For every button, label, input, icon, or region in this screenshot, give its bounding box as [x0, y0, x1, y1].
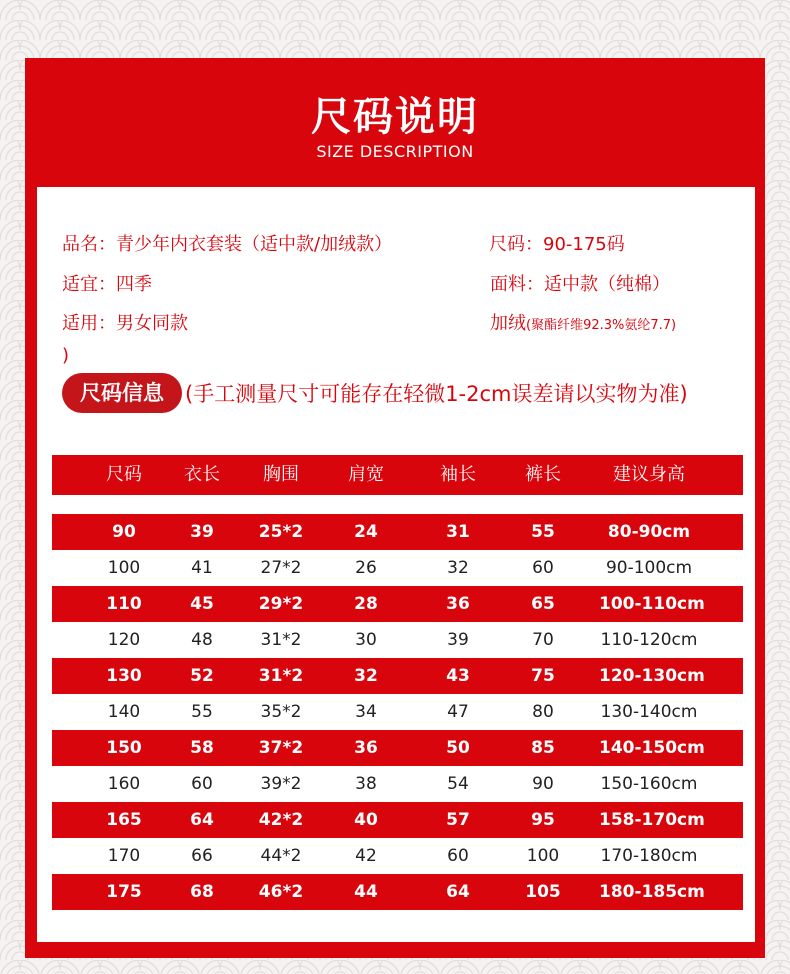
table-cell: 158-170cm — [599, 810, 705, 830]
table-cell: 60 — [191, 774, 213, 794]
table-cell: 46*2 — [258, 882, 304, 902]
table-cell: 66 — [191, 846, 213, 866]
table-cell: 55 — [531, 522, 555, 542]
table-row — [52, 802, 743, 838]
table-cell: 52 — [190, 666, 214, 686]
table-cell: 39*2 — [260, 774, 302, 794]
page-subtitle: SIZE DESCRIPTION — [316, 142, 474, 161]
table-cell: 65 — [531, 594, 555, 614]
table-cell: 35*2 — [260, 702, 302, 722]
table-cell: 90-100cm — [605, 558, 693, 578]
table-row — [52, 514, 743, 550]
table-cell: 57 — [446, 810, 470, 830]
table-row — [52, 730, 743, 766]
table-cell: 75 — [531, 666, 555, 686]
table-cell: 28 — [354, 594, 378, 614]
header-cell: 裤长 — [525, 464, 561, 485]
table-cell: 68 — [190, 882, 214, 902]
table-cell: 45 — [190, 594, 214, 614]
table-row — [52, 694, 743, 730]
table-cell: 90 — [112, 522, 136, 542]
table-cell: 100 — [107, 558, 141, 578]
table-cell: 40 — [354, 810, 378, 830]
table-cell: 38 — [355, 774, 377, 794]
season: 适宜：四季 — [62, 274, 152, 295]
table-cell: 170 — [107, 846, 141, 866]
table-row — [52, 550, 743, 586]
product-name: 品名：青少年内衣套装（适中款/加绒款） — [62, 234, 393, 255]
table-cell: 50 — [446, 738, 470, 758]
table-cell: 130-140cm — [600, 702, 698, 722]
fleece-label: 加绒 — [490, 313, 526, 334]
table-cell: 60 — [447, 846, 469, 866]
table-row — [52, 838, 743, 874]
table-row — [52, 622, 743, 658]
table-cell: 165 — [106, 810, 142, 830]
table-cell: 160 — [107, 774, 141, 794]
table-row — [52, 658, 743, 694]
header-cell: 建议身高 — [613, 464, 685, 485]
table-cell: 31 — [446, 522, 470, 542]
table-cell: 110 — [106, 594, 142, 614]
table-cell: 32 — [354, 666, 378, 686]
table-cell: 29*2 — [258, 594, 304, 614]
table-cell: 37*2 — [258, 738, 304, 758]
table-cell: 180-185cm — [599, 882, 705, 902]
table-cell: 36 — [354, 738, 378, 758]
closing-paren: ) — [62, 345, 70, 366]
table-cell: 100-110cm — [599, 594, 705, 614]
table-cell: 39 — [447, 630, 469, 650]
size-info-badge: 尺码信息 — [62, 373, 182, 413]
table-cell: 140-150cm — [599, 738, 705, 758]
table-cell: 85 — [531, 738, 555, 758]
table-cell: 55 — [191, 702, 213, 722]
fleece-detail: (聚酯纤维92.3%氨纶7.7) — [526, 318, 677, 333]
table-cell: 80-90cm — [607, 522, 691, 542]
table-cell: 64 — [446, 882, 470, 902]
table-cell: 64 — [190, 810, 214, 830]
header-cell: 尺码 — [106, 464, 142, 485]
table-cell: 170-180cm — [600, 846, 698, 866]
table-cell: 39 — [190, 522, 214, 542]
gender-fit: 适用：男女同款 — [62, 313, 188, 334]
table-cell: 58 — [190, 738, 214, 758]
table-cell: 36 — [446, 594, 470, 614]
table-cell: 41 — [191, 558, 213, 578]
table-cell: 47 — [447, 702, 469, 722]
table-cell: 80 — [532, 702, 554, 722]
table-cell: 70 — [532, 630, 554, 650]
table-cell: 42*2 — [258, 810, 304, 830]
table-cell: 31*2 — [258, 666, 304, 686]
fabric: 面料：适中款（纯棉） — [490, 274, 670, 295]
table-cell: 42 — [355, 846, 377, 866]
table-header — [52, 455, 743, 495]
header-cell: 肩宽 — [348, 464, 384, 485]
table-cell: 26 — [355, 558, 377, 578]
table-cell: 120 — [107, 630, 141, 650]
fleece-info — [490, 309, 676, 335]
table-cell: 54 — [447, 774, 469, 794]
header-cell: 衣长 — [184, 464, 220, 485]
table-cell: 95 — [531, 810, 555, 830]
table-cell: 100 — [526, 846, 560, 866]
table-cell: 140 — [107, 702, 141, 722]
table-cell: 44 — [354, 882, 378, 902]
table-row — [52, 874, 743, 910]
table-cell: 32 — [447, 558, 469, 578]
header-cell: 袖长 — [440, 464, 476, 485]
table-cell: 25*2 — [258, 522, 304, 542]
table-row — [52, 766, 743, 802]
measurement-note: (手工测量尺寸可能存在轻微1-2cm误差请以实物为准) — [185, 382, 688, 406]
table-cell: 30 — [355, 630, 377, 650]
table-cell: 150 — [106, 738, 142, 758]
header-cell: 胸围 — [263, 464, 299, 485]
table-row — [52, 586, 743, 622]
table-cell: 44*2 — [260, 846, 302, 866]
table-cell: 48 — [191, 630, 213, 650]
table-cell: 130 — [106, 666, 142, 686]
size-range: 尺码：90-175码 — [489, 234, 625, 255]
table-cell: 90 — [532, 774, 554, 794]
table-cell: 43 — [446, 666, 470, 686]
table-cell: 27*2 — [260, 558, 302, 578]
table-cell: 120-130cm — [599, 666, 705, 686]
table-cell: 110-120cm — [600, 630, 698, 650]
page-title: 尺码说明 — [311, 94, 479, 140]
table-cell: 105 — [525, 882, 561, 902]
table-cell: 34 — [355, 702, 377, 722]
table-cell: 175 — [106, 882, 142, 902]
table-cell: 24 — [354, 522, 378, 542]
table-cell: 150-160cm — [600, 774, 698, 794]
table-cell: 31*2 — [260, 630, 302, 650]
table-cell: 60 — [532, 558, 554, 578]
